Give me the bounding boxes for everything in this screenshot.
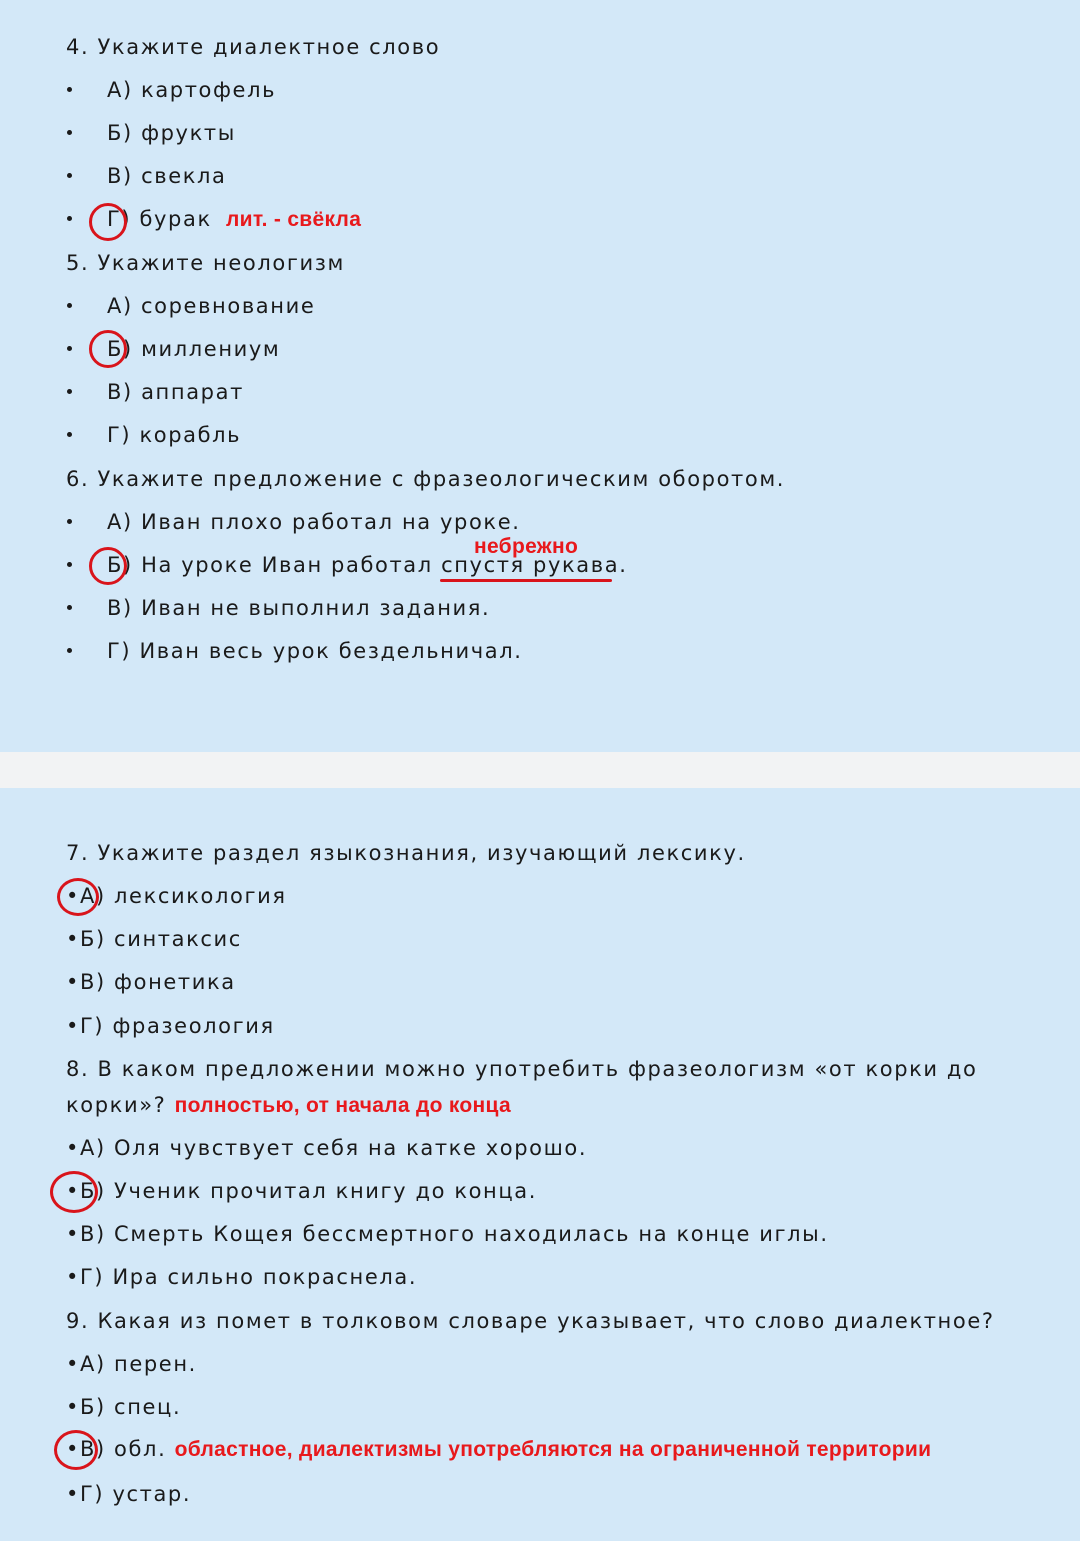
bullet-icon [67,173,72,178]
bullet-icon [67,562,72,567]
q9-option-a: •А) перен. [66,1352,197,1376]
bullet-icon [67,389,72,394]
bullet-icon [67,130,72,135]
slide-2 [0,788,1080,1541]
q5-option-b: Б) миллениум [107,337,281,361]
answer-circle-mark [50,1171,98,1213]
q5-option-c: В) аппарат [107,380,244,404]
q7-option-a: •А) лексикология [66,884,287,908]
q4-option-d [107,206,361,233]
q4-option-c: В) свекла [107,164,227,188]
q8-annotation: полностью, от начала до конца [174,1094,511,1117]
q7-option-d: •Г) фразеология [66,1014,275,1038]
q8-title-end: корки»? [66,1093,175,1117]
q6-option-b-text: Б) На уроке Иван работал [107,553,442,577]
q8-option-c: •В) Смерть Кощея бессмертного находилась на конце иглы. [66,1222,829,1246]
answer-circle-mark [54,1430,98,1470]
bullet-icon [67,303,72,308]
q5-option-a: А) соревнование [107,294,316,318]
bullet-icon [67,519,72,524]
question-8-title-line2 [66,1092,511,1119]
answer-circle-mark [57,878,99,916]
q8-option-d: •Г) Ира сильно покраснела. [66,1265,418,1289]
idiom-underline [440,579,612,582]
q7-option-b: •Б) синтаксис [66,927,242,951]
q4-annotation: лит. - свёкла [226,208,362,231]
q6-option-a: А) Иван плохо работал на уроке. [107,510,521,534]
bullet-icon [67,605,72,610]
q9-option-d: •Г) устар. [66,1482,192,1506]
slide-1 [0,0,1080,752]
q9-annotation: областное, диалектизмы употребляются на ограниченной территории [174,1438,932,1461]
q5-option-d: Г) корабль [107,423,242,447]
bullet-icon [67,432,72,437]
question-6-title: 6. Укажите предложение с фразеологическим оборотом. [66,467,786,491]
bullet-icon [67,87,72,92]
question-7-title: 7. Укажите раздел языкознания, изучающий лексику. [66,841,746,865]
question-9-title: 9. Какая из помет в толковом словаре указывает, что слово диалектное? [66,1309,995,1333]
answer-circle-mark [89,547,127,585]
q6-option-c: В) Иван не выполнил задания. [107,596,491,620]
bullet-icon [67,216,72,221]
q6-option-d: Г) Иван весь урок бездельничал. [107,639,523,663]
q4-option-a: А) картофель [107,78,277,102]
q9-option-c [66,1436,931,1463]
q9-option-c-text: •В) обл. [66,1437,175,1461]
answer-circle-mark [89,330,127,368]
slide-separator [0,752,1080,788]
question-8-title-line1: 8. В каком предложении можно употребить фразеологизм «от корки до [66,1057,978,1081]
bullet-icon [67,346,72,351]
question-5-title: 5. Укажите неологизм [66,251,345,275]
answer-circle-mark [89,203,127,241]
q4-option-b: Б) фрукты [107,121,236,145]
q6-idiom-end: . [619,553,628,577]
q6-annotation: небрежно [474,535,579,558]
question-4-title: 4. Укажите диалектное слово [66,35,441,59]
q6-idiom: спустя рукава [441,553,620,577]
q7-option-c: •В) фонетика [66,970,236,994]
q9-option-b: •Б) спец. [66,1395,182,1419]
q8-option-b: •Б) Ученик прочитал книгу до конца. [66,1179,538,1203]
q8-option-a: •А) Оля чувствует себя на катке хорошо. [66,1136,588,1160]
q4-option-d-text: Г) бурак [107,207,212,231]
bullet-icon [67,648,72,653]
q6-option-b [107,552,628,578]
